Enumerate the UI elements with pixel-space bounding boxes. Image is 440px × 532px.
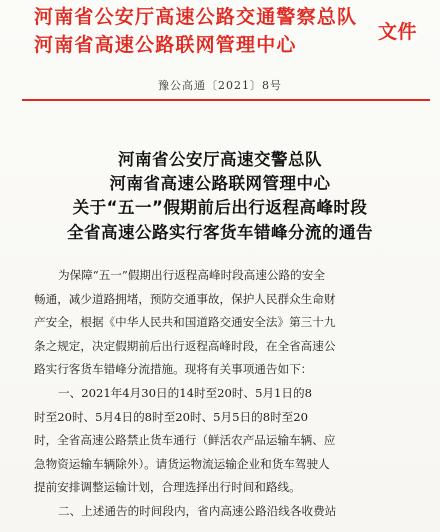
body-line: 提前安排调整运输计划，合理选择出行时间和路线。 (34, 480, 301, 495)
issuing-org-line-2: 河南省高速公路联网管理中心 (34, 34, 297, 56)
body-line: 为保障“五一”假期出行返程高峰时段高速公路的安全 (58, 268, 325, 282)
title-line-4: 全省高速公路实行客货车错峰分流的通告 (67, 223, 373, 242)
body-line: 一、2021年4月30日的14时至20时、5月1日的8 (58, 385, 312, 400)
body-line: 条之规定，决定假期前后出行返程高峰时段，在全省高速公 (34, 338, 336, 353)
body-line: 急物资运输车辆除外）。请货运物流运输企业和货车驾驶人 (34, 456, 330, 471)
title-line-1: 河南省公安厅高速交警总队 (118, 150, 322, 169)
body-line: 二、上述通告的时间段内，省内高速公路沿线各收费站 (58, 503, 337, 518)
issuing-org-line-1: 河南省公安厅高速公路交通警察总队 (34, 6, 358, 28)
notice-body (34, 264, 430, 524)
body-line: 畅通，减少道路拥堵，预防交通事故，保护人民群众生命财 (34, 291, 336, 306)
body-line: 产安全，根据《中华人民共和国道路交通安全法》第三十九 (34, 315, 336, 330)
document-number: 豫公高通〔2021〕8号 (158, 79, 282, 92)
red-divider-line (22, 99, 430, 101)
body-line: 时至20时、5月4日的8时至20时、5月5日的8时至20 (34, 409, 309, 424)
title-line-3: 关于“五一”假期前后出行返程高峰时段 (72, 198, 368, 217)
title-line-2: 河南省高速公路联网管理中心 (109, 174, 331, 193)
body-line: 路实行客货车错峰分流措施。现将有关事项通告如下： (34, 362, 313, 377)
document-header (0, 0, 440, 70)
document-type-label: 文件 (378, 21, 418, 43)
body-line: 时，全省高速公路禁止货车通行（鲜活农产品运输车辆、应 (34, 433, 336, 448)
